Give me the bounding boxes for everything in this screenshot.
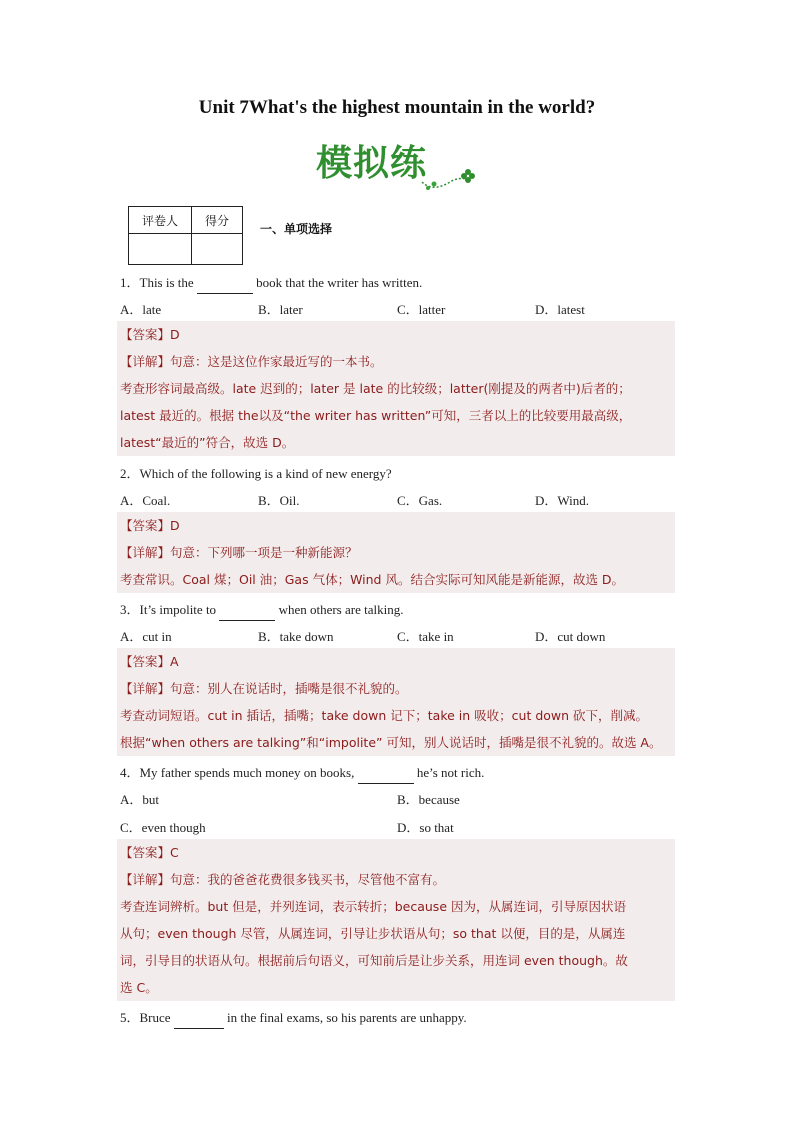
answer-key: 【答案】D <box>120 518 180 533</box>
question-stem: 2．Which of the following is a kind of new energy? <box>120 466 392 481</box>
practice-logo <box>316 140 476 196</box>
answer-detail-line: 【详解】句意：我的爸爸花费很多钱买书，尽管他不富有。 <box>120 872 446 887</box>
answer-block <box>117 648 675 756</box>
answer-block <box>117 512 675 593</box>
option: B．Oil. <box>258 493 300 508</box>
question-stem: 4．My father spends much money on books, he’s not rich. <box>120 762 484 784</box>
section-heading: 一、单项选择 <box>260 222 333 236</box>
answer-key: 【答案】C <box>120 845 179 860</box>
answer-detail-line: 选 C。 <box>120 980 158 995</box>
answer-detail-line: 【详解】句意：下列哪一项是一种新能源？ <box>120 545 358 560</box>
option: D．Wind. <box>535 493 589 508</box>
answer-detail-line: latest“最近的”符合，故选 D。 <box>120 435 295 450</box>
option: C．latter <box>397 302 446 317</box>
answer-detail-line: 根据“when others are talking”和“impolite” 可知，别人说话时，插嘴是很不礼貌的。故选 A。 <box>120 735 662 750</box>
answer-detail-line: 【详解】句意：别人在说话时，插嘴是很不礼貌的。 <box>120 681 408 696</box>
option: C．even though <box>120 820 206 835</box>
answer-detail-line: 考查连词辨析。but 但是，并列连词，表示转折；because 因为，从属连词，引导原因状语 <box>120 899 626 914</box>
score-table <box>128 206 243 265</box>
option: B．because <box>397 792 460 807</box>
option: A．but <box>120 792 160 807</box>
question-stem: 1．This is the book that the writer has written. <box>120 272 422 294</box>
answer-detail-line: 从句；even though 尽管，从属连词，引导让步状语从句；so that 以便，目的是，从属连 <box>120 926 626 941</box>
question-stem: 5．Bruce in the final exams, so his parents are unhappy. <box>120 1007 467 1029</box>
answer-blank <box>219 604 275 621</box>
option: A．Coal. <box>120 493 171 508</box>
answer-block <box>117 321 675 456</box>
answer-detail-line: 【详解】句意：这是这位作家最近写的一本书。 <box>120 354 383 369</box>
grader-cell <box>129 234 192 265</box>
page-title: Unit 7What's the highest mountain in the world? <box>198 97 596 118</box>
option: D．latest <box>535 302 585 317</box>
answer-blank <box>358 767 414 784</box>
answer-detail-line: 考查形容词最高级。late 迟到的；later 是 late 的比较级；latter(刚提及的两者中)后者的； <box>120 381 631 396</box>
grader-header: 评卷人 <box>129 207 192 234</box>
option: D．so that <box>397 820 454 835</box>
answer-key: 【答案】A <box>120 654 179 669</box>
answer-detail-line: 词，引导目的状语从句。根据前后句语义，可知前后是让步关系，用连词 even though。故 <box>120 953 628 968</box>
answer-detail-line: 考查常识。Coal 煤；Oil 油；Gas 气体；Wind 风。结合实际可知风能是新能源，故选 D。 <box>120 572 625 587</box>
option: B．later <box>258 302 303 317</box>
option: C．Gas. <box>397 493 443 508</box>
option: A．late <box>120 302 162 317</box>
option: B．take down <box>258 629 334 644</box>
score-cell <box>192 234 243 265</box>
option: C．take in <box>397 629 454 644</box>
option: D．cut down <box>535 629 606 644</box>
answer-block <box>117 839 675 1001</box>
answer-key: 【答案】D <box>120 327 180 342</box>
answer-detail-line: 考查动词短语。cut in 插话，插嘴；take down 记下；take in 吸收；cut down 砍下，削减。 <box>120 708 649 723</box>
question-stem: 3．It’s impolite to when others are talking. <box>120 599 403 621</box>
logo-text: 模拟练 <box>316 143 428 184</box>
answer-blank <box>197 277 253 294</box>
option: A．cut in <box>120 629 172 644</box>
clover-vine-icon <box>420 168 480 192</box>
answer-blank <box>174 1012 224 1029</box>
answer-detail-line: latest 最近的。根据 the以及“the writer has written”可知，三者以上的比较要用最高级， <box>120 408 632 423</box>
score-header: 得分 <box>192 207 243 234</box>
